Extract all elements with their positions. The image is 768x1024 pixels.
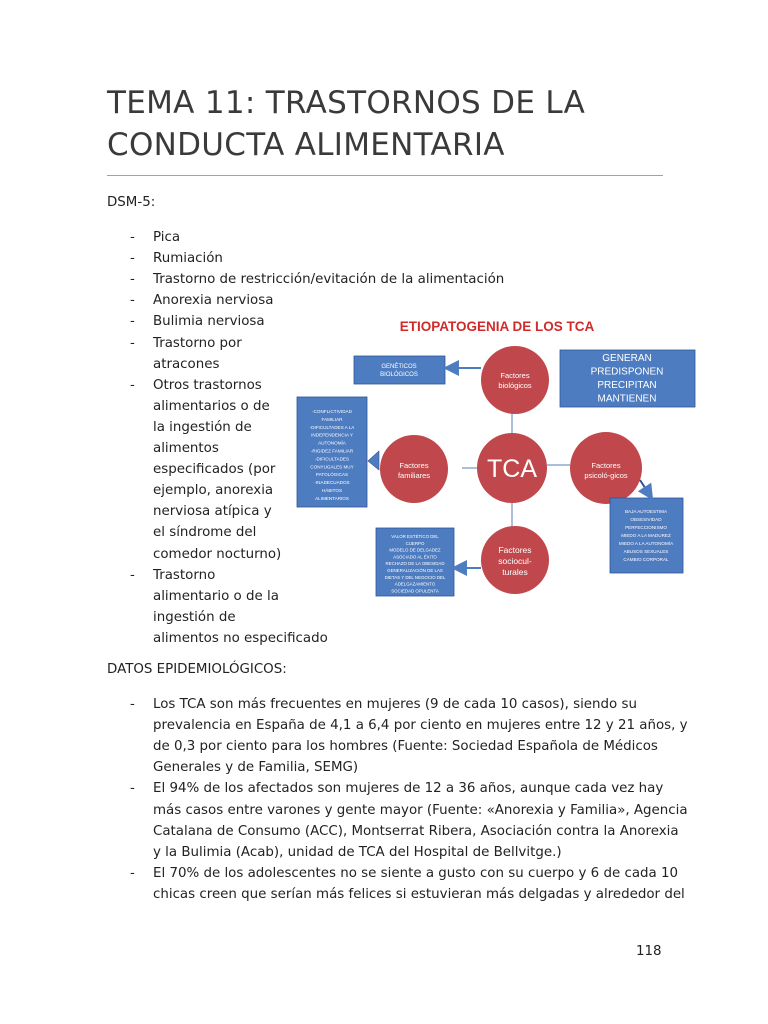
dsm-item-line: el síndrome del	[153, 525, 257, 541]
dsm-bullet: -	[130, 377, 135, 393]
actions-line: PREDISPONEN	[590, 366, 664, 378]
psych-line: MIEDO A LA MADUREZ	[621, 533, 671, 538]
left-line: familiares	[397, 471, 431, 480]
dsm-item-line: Trastorno	[153, 567, 216, 583]
epi-item-line: Generales y de Familia, SEMG)	[153, 760, 359, 776]
social-line: SOCIEDAD OPULENTA	[391, 588, 439, 594]
epi-item-line: Los TCA son más frecuentes en mujeres (9 de cada 10 casos), siendo su	[153, 697, 637, 712]
page-number: 118	[636, 944, 662, 959]
social-line: MODELO DE DELGADEZ	[389, 547, 441, 553]
epi-bullet: -	[130, 865, 135, 881]
dsm-item-line: alimentos no especificado	[153, 630, 328, 646]
dsm-bullet: -	[130, 567, 135, 583]
epi-item-line: y la Bulimia (Acab), unidad de TCA del Hospital de Bellvitge.)	[153, 844, 562, 860]
family-line: PATOLÓGICAS	[315, 472, 349, 478]
dsm-item-line: ingestión de	[153, 609, 236, 625]
dsm-item-line: alimentario o de la	[153, 588, 279, 604]
bottom-line: turales	[502, 567, 528, 577]
social-line: ADELGAZAMIENTO	[394, 581, 436, 587]
epi-item-line: prevalencia en España de 4,1 a 6,4 por ciento en mujeres entre 12 y 21 años, y	[153, 718, 688, 734]
family-line: FAMILIAR	[321, 416, 343, 422]
arrow-to-family	[368, 451, 379, 470]
dsm-bullet: -	[130, 293, 135, 309]
dsm-item-line: especificados (por	[153, 462, 276, 478]
actions-line: PRECIPITAN	[597, 380, 657, 391]
social-line: VALOR ESTÉTICO DEL	[391, 534, 439, 539]
epi-item-line: chicas creen que serían más felices si estuvieran más delgadas y alrededor del	[153, 886, 685, 902]
family-line: AUTONOMÍA	[318, 440, 346, 446]
family-line: -INADECUADOS	[314, 480, 350, 486]
title-line-1: TEMA 11: TRASTORNOS DE LA	[107, 85, 586, 121]
page-title	[107, 82, 667, 166]
epi-bullet: -	[130, 781, 135, 797]
dsm-bullet: -	[130, 335, 135, 351]
dsm-item-line: comedor nocturno)	[153, 546, 282, 562]
node-socioculturales-label	[498, 545, 532, 577]
dsm-item-line: nerviosa atípica y	[153, 504, 272, 520]
arrow-to-psych	[640, 480, 651, 497]
top-line: biológicos	[498, 381, 532, 390]
family-line: CONYUGALES MUY	[310, 464, 354, 470]
dsm-item-line: Pica	[153, 230, 181, 245]
epi-item-line: más casos entre varones y gente mayor (Fuente: «Anorexia y Familia», Agencia	[153, 802, 688, 818]
psych-line: MIEDO A LA AUTONOMÍA	[618, 541, 674, 546]
social-line: ASOCIADO AL ÉXITO	[393, 554, 437, 560]
right-line: Factores	[591, 461, 621, 470]
family-line: INDEPENDENCIA Y	[311, 432, 353, 438]
family-line: -RIGIDEZ FAMILIAR	[310, 448, 354, 454]
node-biologicos	[481, 346, 549, 414]
dsm-heading: DSM-5:	[107, 195, 156, 210]
right-line: psicoló-gicos	[584, 471, 628, 480]
psych-line: BAJA AUTOESTIMA	[624, 509, 668, 514]
genetic-line: BIOLÓGICOS	[380, 372, 418, 378]
dsm-item-line: ejemplo, anorexia	[153, 483, 274, 499]
dsm-bullet: -	[130, 251, 135, 267]
family-line: -DIFICULTADES	[314, 456, 350, 462]
psych-line: OBSESIVIDAD	[630, 517, 662, 522]
family-line: -CONFLICTIVIDAD	[312, 409, 352, 414]
dsm-item-line: alimentos	[153, 441, 219, 456]
genetic-line: GENÉTICOS	[381, 364, 417, 370]
dsm-bullet: -	[130, 230, 135, 245]
epi-item-line: Catalana de Consumo (ACC), Montserrat Ribera, Asociación contra la Anorexia	[153, 823, 679, 839]
actions-line: GENERAN	[602, 353, 652, 364]
social-line: CUERPO	[405, 540, 425, 546]
social-line: GENERALIZACIÓN DE LAS	[387, 568, 443, 573]
dsm-item-line: Rumiación	[153, 251, 223, 267]
node-biologicos-label	[498, 371, 532, 390]
epi-item-line: El 70% de los adolescentes no se siente a gusto con su cuerpo y 6 de cada 10	[153, 865, 679, 881]
epi-bullet: -	[130, 697, 135, 712]
etiopathogenesis-diagram	[295, 310, 697, 602]
family-line: -DIFICULTADES A LA	[309, 424, 355, 430]
node-familiares-label	[398, 461, 430, 480]
family-line: ALIMENTARIOS	[315, 495, 349, 501]
dsm-item-line: Anorexia nerviosa	[153, 293, 274, 309]
psych-line: CAMBIO CORPORAL	[623, 557, 669, 562]
dsm-item-line: alimentarios o de	[153, 398, 270, 414]
psych-line: PERFECCIONISMO	[625, 525, 667, 530]
dsm-item-line: la ingestión de	[153, 419, 252, 435]
title-divider	[107, 175, 663, 176]
left-line: Factores	[399, 461, 429, 470]
family-line: HÁBITOS	[321, 488, 343, 493]
node-tca-label: TCA	[487, 455, 537, 483]
actions-line: MANTIENEN	[597, 393, 657, 405]
title-line-2: CONDUCTA ALIMENTARIA	[107, 127, 505, 163]
box-geneticos	[354, 356, 445, 384]
dsm-bullet: -	[130, 272, 135, 288]
epi-item-line: de 0,3 por ciento para los hombres (Fuente: Sociedad Española de Médicos	[153, 739, 658, 755]
social-line: RECHAZO DE LA OBESIDAD	[385, 561, 445, 567]
dsm-item-line: Otros trastornos	[153, 377, 262, 393]
dsm-item-line: Trastorno por	[153, 335, 242, 351]
dsm-item-line: atracones	[153, 356, 220, 372]
bottom-line: Factores	[498, 545, 532, 555]
top-line: Factores	[500, 371, 530, 380]
psych-line: ABUSOS SEXUALES	[623, 549, 669, 554]
epi-item-line: El 94% de los afectados son mujeres de 12 a 36 años, aunque cada vez hay	[153, 781, 664, 797]
dsm-bullet: -	[130, 314, 135, 330]
bottom-line: sociocul-	[498, 556, 532, 566]
dsm-item-line: Bulimia nerviosa	[153, 314, 265, 330]
diagram-title: ETIOPATOGENIA DE LOS TCA	[399, 319, 595, 334]
social-line: DIETAS Y DEL NEGOCIO DEL	[384, 574, 446, 580]
epi-heading: DATOS EPIDEMIOLÓGICOS:	[107, 662, 287, 677]
dsm-item-line: Trastorno de restricción/evitación de la alimentación	[153, 272, 505, 288]
